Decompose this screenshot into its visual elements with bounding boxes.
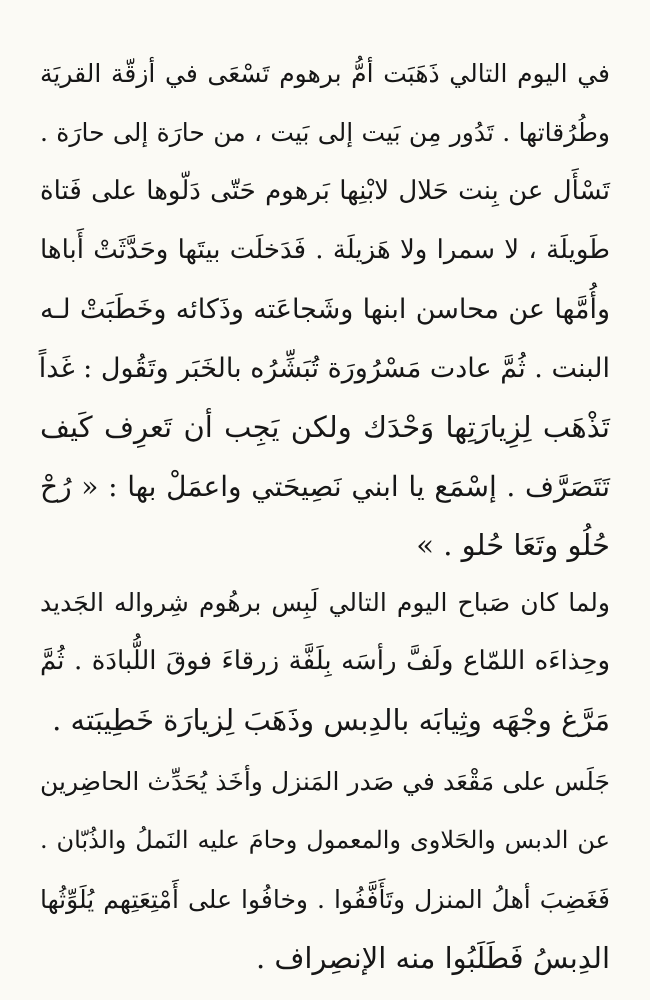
paragraph-3 [40,752,610,988]
text-line: عن الدبس والحَلاوى والمعمول وحامَ عليه النَملُ والذُبّان . [40,826,610,854]
paragraph-1 [40,44,610,575]
text-line: الدِبسُ فَطَلَبُوا منه الإنصِراف . [255,941,610,975]
text-line: وأُمَّها عن محاسن ابنها وشَجاعَته وذَكائه وخَطَبَتْ لـه [40,294,610,325]
text-line: تَسْأَل عن بِنت حَلال لابْنِها بَرهوم حَتّى دَلّوها على فَتاة [40,176,610,206]
text-line: تَتَصَرَّف . إسْمَع يا ابني نَصِيحَتي واعمَلْ بها : « رُحْ [40,470,610,503]
text-line: وحِذاءَه اللمّاع ولَفَّ رأسَه بِلَفَّة زرقاءَ فوقَ اللُّبادَة . ثُمَّ [40,646,610,676]
text-line: جَلَس على مَقْعَد في صَدر المَنزل وأخَذ يُحَدِّث الحاضِرين [40,767,610,796]
text-line: طَويلَة ، لا سمرا ولا هَزيلَة . فَدَخلَت بيتَها وحَدَّثَتْ أَباها [40,235,610,265]
paragraph-2 [40,573,610,750]
text-line: ولما كان صَباح اليوم التالي لَبِس برهُوم شِرواله الجَديد [40,588,610,617]
text-line: حُلُو وتَعَا حُلو . » [416,528,610,562]
text-line: تَذْهَب لِزِيارَتِها وَحْدَك ولكن يَجِب أن تَعرِف كَيف [40,410,610,444]
text-line: البنت . ثُمَّ عادت مَسْرُورَة تُبَشِّرُه بالخَبَر وتَقُول : غَداً [38,353,610,384]
text-line: مَرَّغ وجْهَه وثِيابَه بالدِبس وذَهَبَ لِزيارَة خَطِيبَته . [52,703,610,737]
text-line: وطُرُقاتها . تَدُور مِن بَيت إلى بَيت ، من حارَة إلى حارَة . [40,118,610,147]
text-line: فَغَضِبَ أهلُ المنزل وتَأَفَّفُوا . وخافُوا على أَمْتِعَتِهم يُلَوِّثُها [40,885,610,914]
text-line: في اليوم التالي ذَهَبَت أمُّ برهوم تَسْعَى في أزقّة القريَة [40,59,610,88]
